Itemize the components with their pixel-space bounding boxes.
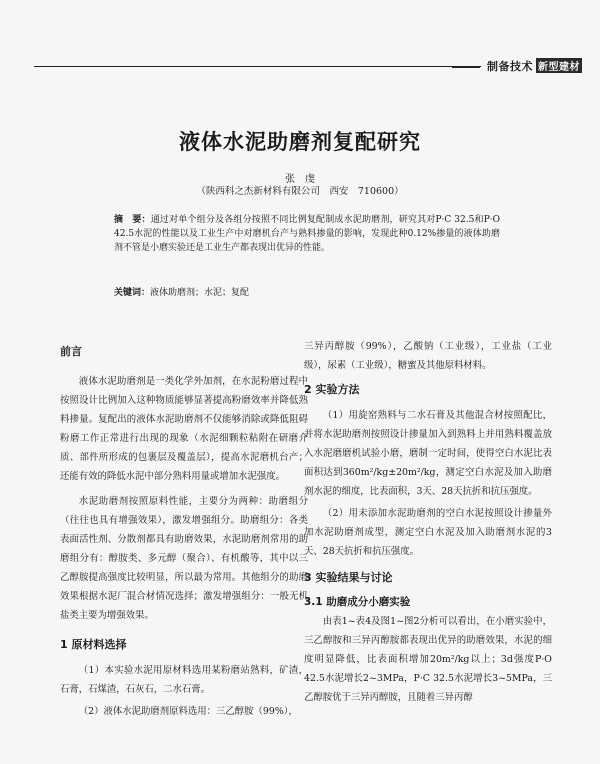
heading-intro: 前言 — [60, 345, 82, 358]
journal-badge: 新型建材 — [536, 58, 582, 73]
paragraph: 三异丙醇胺（99%），乙酸钠（工业级），工业盐（工业级），尿素（工业级），糖蜜及其他原料材料。 — [304, 341, 552, 371]
heading-results: 3 实验结果与讨论 — [304, 571, 393, 584]
paragraph: （1）用旋窑熟料与二水石膏及其他混合材按照配比，并将水泥助磨剂按照设计掺量加入到熟料上并用熟料覆盖放入水泥磨磨机试验小磨，磨制一定时间，使得空白水泥比表面积达到360m²/kg±20m²/kg，测定空白水泥及加入助磨剂水泥的细度，比表面积，3天、28天抗折和抗压强度。 — [304, 410, 552, 497]
affiliation: （陕西科之杰新材料有限公司 西安 710600） — [196, 186, 404, 197]
paragraph: 液体水泥助磨剂是一类化学外加剂，在水泥粉磨过程中按照设计比例加入这种物质能够显著提高粉磨效率并降低熟料掺量。复配出的液体水泥助磨剂不仅能够消除或降低阻碍粉磨工作正常进行出现的现象（水泥细颗粒粘附在研磨介质、部件所形成的包裹层及覆盖层），提高水泥磨机台产；还能有效的降低水泥中部分熟料用量或增加水泥强度。 — [60, 376, 308, 482]
left-column — [60, 342, 308, 721]
journal-section-label — [487, 58, 582, 74]
abstract-label: 摘 要： — [114, 215, 151, 225]
header-rule — [34, 66, 481, 67]
right-column — [304, 337, 552, 707]
paragraph: （2）用未添加水泥助磨剂的空白水泥按照设计掺量外加水泥助磨剂成型，测定空白水泥及加入助磨剂水泥的3天、28天抗折和抗压强度。 — [304, 508, 552, 557]
author: 张 虔 — [285, 174, 315, 185]
header-rule-accent — [452, 66, 480, 68]
article-title: 液体水泥助磨剂复配研究 — [179, 130, 421, 154]
heading-method: 2 实验方法 — [304, 383, 360, 396]
heading-materials: 1 原材料选择 — [60, 638, 127, 651]
paragraph: （2）液体水泥助磨剂原料选用：三乙醇胺（99%）， — [78, 706, 298, 717]
keywords-label: 关键词： — [114, 288, 151, 298]
abstract — [114, 213, 500, 255]
keywords-text: 液体助磨剂；水泥；复配 — [150, 288, 250, 298]
paragraph: （1）本实验水泥用原材料选用某粉磨站熟料，矿渣，石膏，石煤渣，石灰石，二水石膏。 — [60, 665, 308, 695]
abstract-text: 通过对单个组分及各组分按照不同比例复配制成水泥助磨剂，研究其对P·C 32.5和P·O 42.5水泥的性能以及工业生产中对磨机台产与熟料掺量的影响，发现此种0.12%掺量的液体助磨剂不管是小磨实验还是工业生产都表现出优异的性能。 — [114, 215, 500, 253]
paragraph: 水泥助磨剂按照原料性能，主要分为两种：助磨组分（往往也具有增强效果），激发增强组分。助磨组分：各类表面活性剂、分散剂都具有助磨效果，水泥助磨剂常用的助磨组分有：醇胺类、多元醇（聚合）、有机酸等，其中以三乙醇胺提高强度比较明显，所以最为常用。其他组分的助磨效果根据水泥厂混合材情况选择；激发增强组分：一般无机盐类主要为增强效果。 — [60, 496, 308, 621]
heading-3-1: 3.1 助磨成分小磨实验 — [304, 596, 411, 608]
paragraph: 由表1~表4及图1~图2分析可以看出，在小磨实验中，三乙醇胺和三异丙醇胺都表现出优异的助磨效果，水泥的细度明显降低，比表面积增加20m²/kg以上；3d强度P·O 42.5水泥增长2~3MPa，P·C 32.5水泥增长3~5MPa，三乙醇胺优于三异丙醇胺，且随着三异丙醇 — [304, 616, 552, 703]
section-name: 制备技术 — [487, 60, 533, 73]
keywords — [114, 285, 500, 298]
